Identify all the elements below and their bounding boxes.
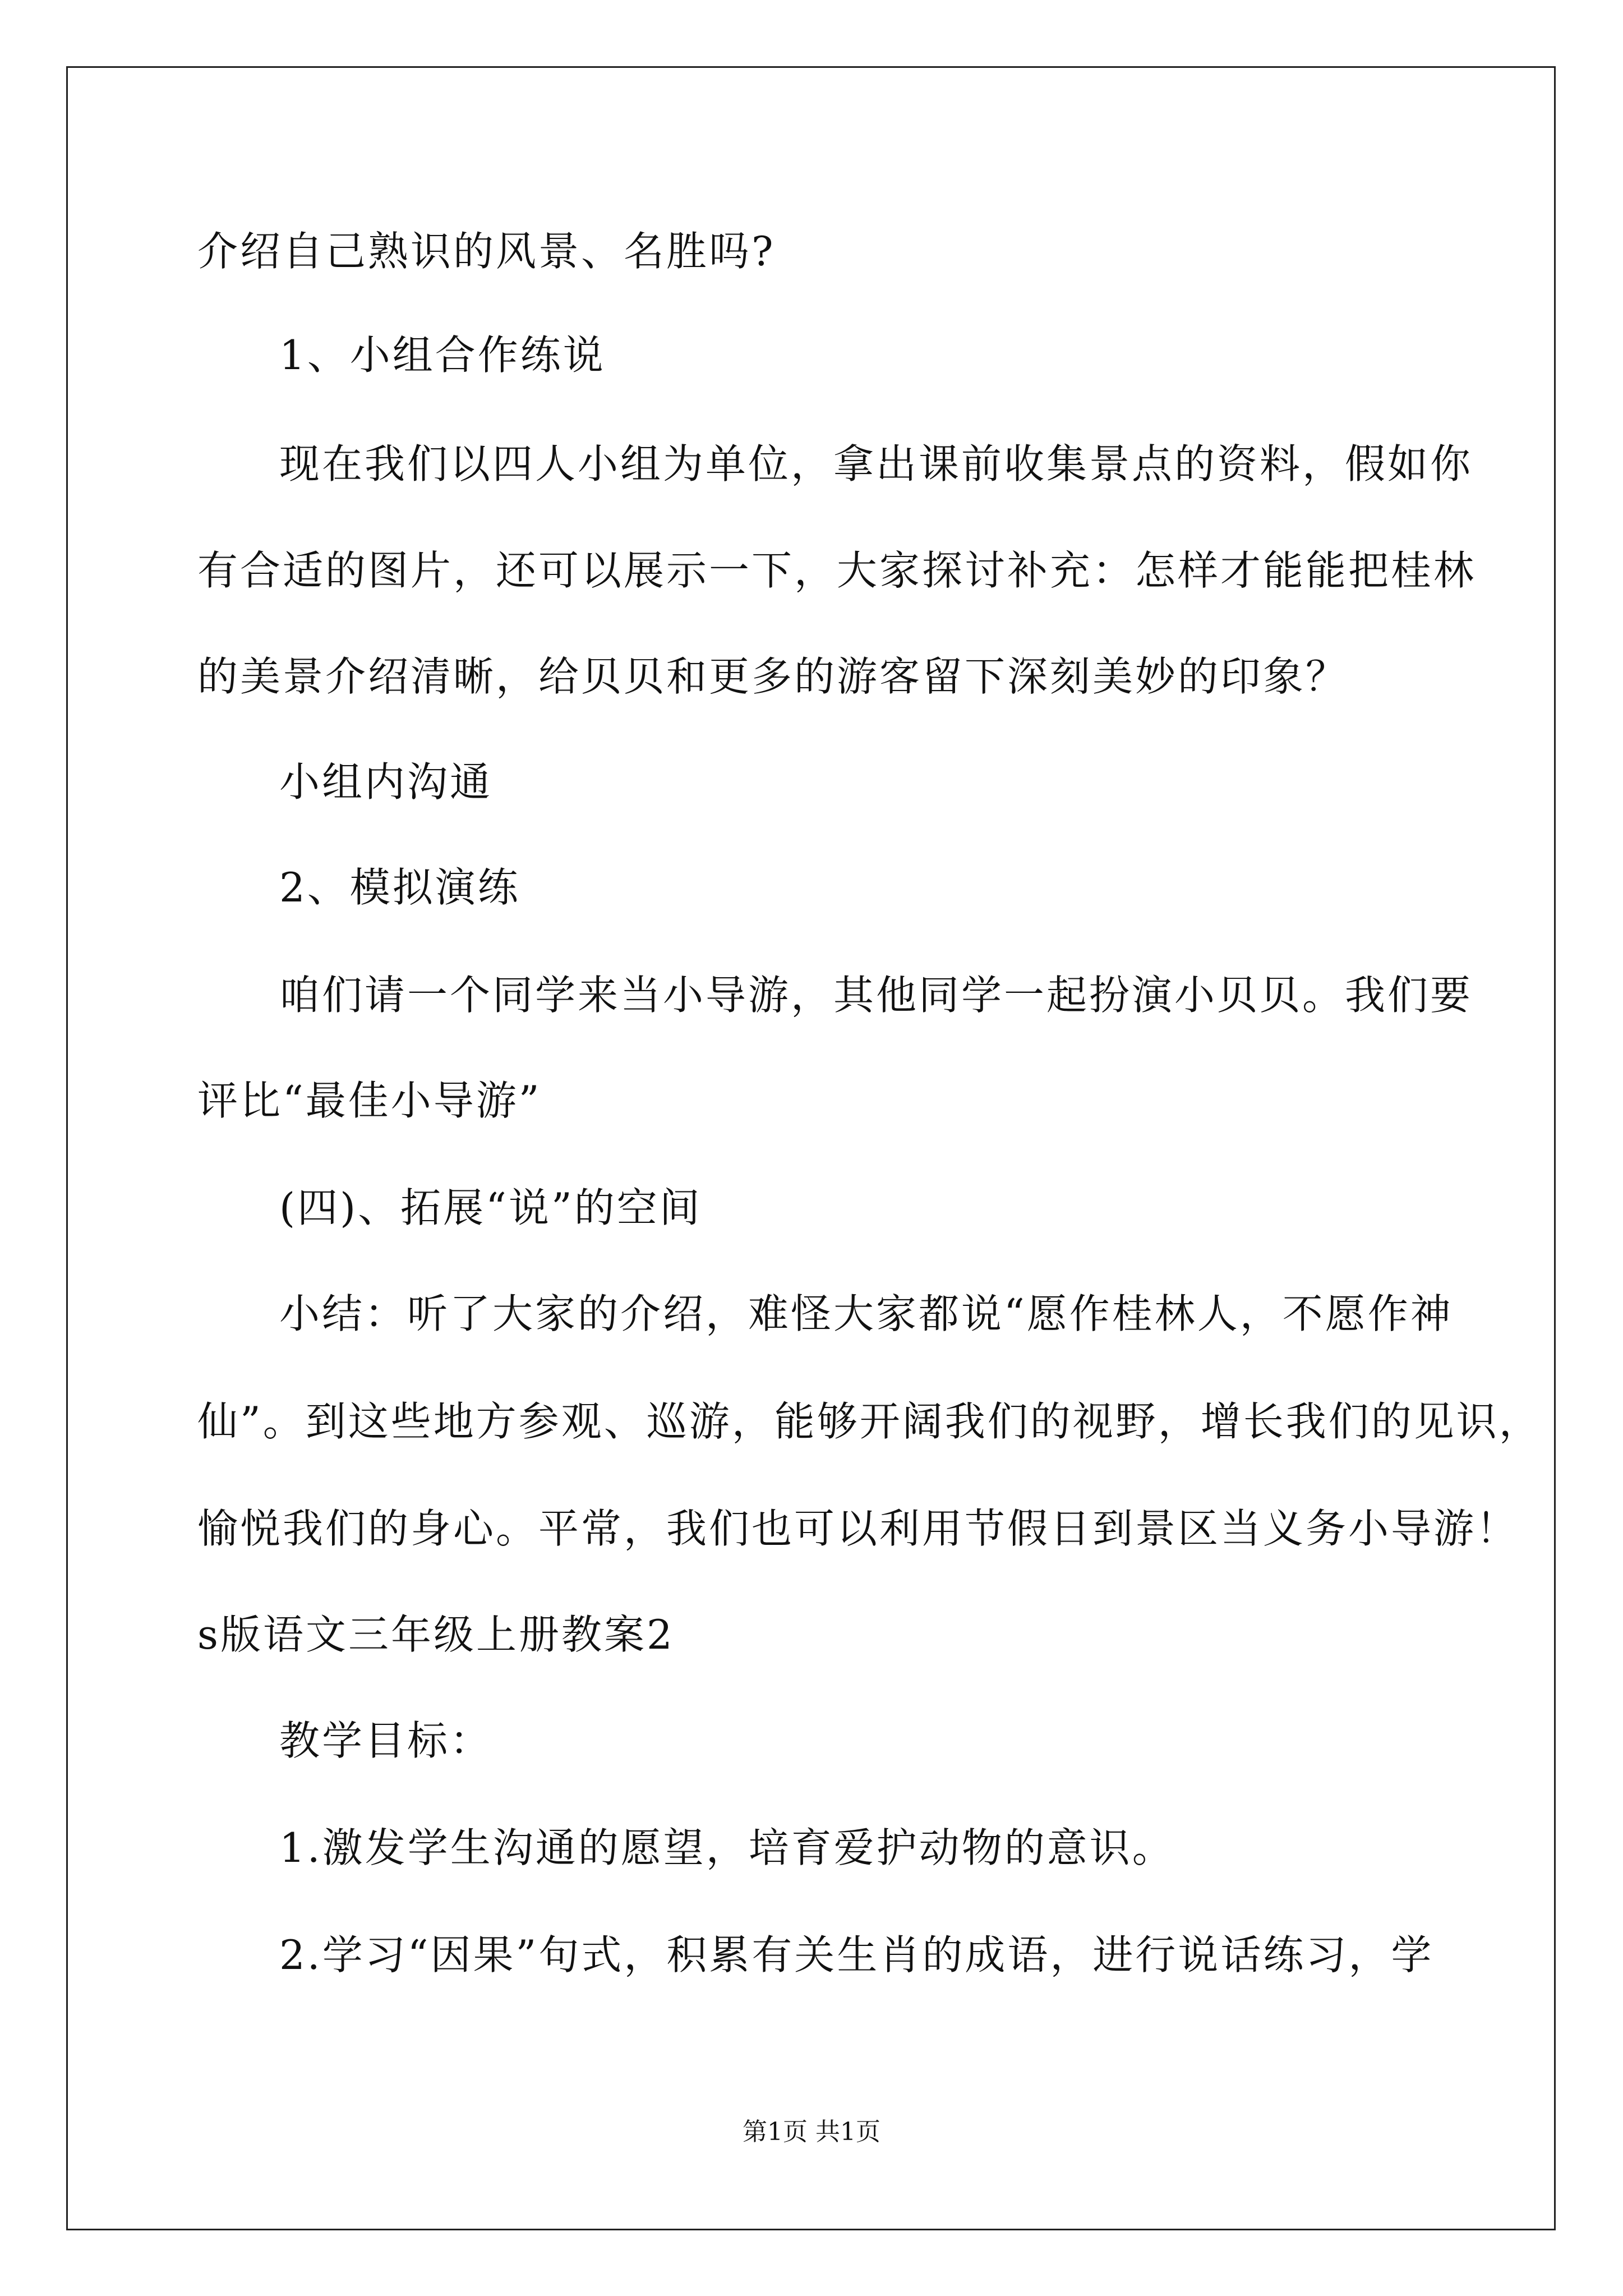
text-line: 小结：听了大家的介绍，难怪大家都说“愿作桂林人，不愿作神	[279, 1290, 1453, 1337]
text-line: 1.激发学生沟通的愿望，培育爱护动物的意识。	[279, 1824, 1175, 1871]
text-line: 1、小组合作练说	[279, 332, 606, 379]
text-line: s版语文三年级上册教案2	[197, 1611, 675, 1658]
text-line: 仙”。到这些地方参观、巡游，能够开阔我们的视野，增长我们的见识，	[197, 1398, 1542, 1445]
text-line: 咱们请一个同学来当小导游，其他同学一起扮演小贝贝。我们要	[279, 972, 1473, 1019]
text-line: 愉悦我们的身心。平常，我们也可以利用节假日到景区当义务小导游！	[197, 1505, 1519, 1552]
text-line: 现在我们以四人小组为单位，拿出课前收集景点的资料，假如你	[279, 440, 1473, 487]
text-line: 评比“最佳小导游”	[197, 1077, 542, 1124]
text-line: 教学目标：	[279, 1717, 493, 1764]
text-line: 介绍自己熟识的风景、名胜吗?	[197, 228, 776, 275]
page-footer: 第1页 共1页	[743, 2118, 880, 2146]
text-line: (四)、拓展“说”的空间	[279, 1184, 702, 1231]
text-line: 的美景介绍清晰，给贝贝和更多的游客留下深刻美妙的印象？	[197, 653, 1349, 700]
text-line: 2、模拟演练	[279, 864, 520, 911]
text-line: 小组内沟通	[279, 758, 493, 806]
text-line: 2.学习“因果”句式，积累有关生肖的成语，进行说话练习，学	[279, 1931, 1434, 1978]
text-line: 有合适的图片，还可以展示一下，大家探讨补充：怎样才能能把桂林	[197, 547, 1477, 594]
page-border	[66, 66, 1556, 2230]
